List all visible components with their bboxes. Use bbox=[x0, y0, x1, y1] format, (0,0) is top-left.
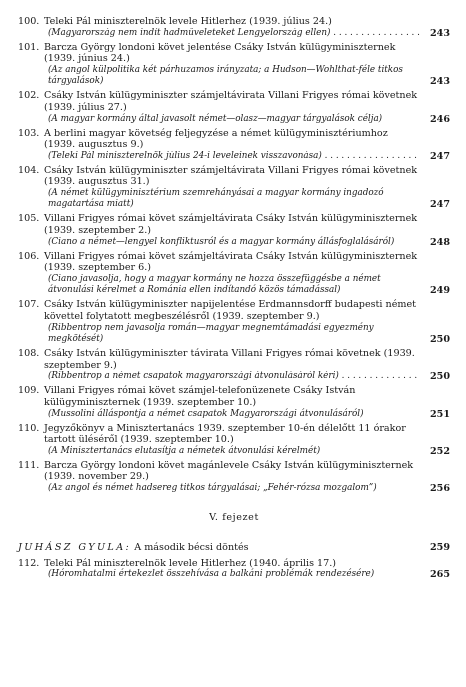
entry-page: 249 bbox=[429, 285, 450, 297]
toc-entry-101 bbox=[18, 42, 450, 88]
entry-number: 109. bbox=[18, 385, 40, 397]
entry-title: Teleki Pál miniszterelnök levele Hitlerhez (1940. április 17.) bbox=[44, 557, 337, 569]
entry-title: Csáky István külügyminiszter számjeltávirata Villani Frigyes római követnek (1939. július 27.) bbox=[44, 90, 418, 113]
entry-annotation: (Ciano a német—lengyel konfliktusról és a magyar kormány állásfoglalásáról) bbox=[48, 236, 395, 247]
entry-title: Csáky István külügyminiszter számjeltávirata Villani Frigyes római követnek (1939. augusztus 31.) bbox=[44, 164, 418, 188]
toc-entry-112 bbox=[18, 558, 450, 581]
entry-title: Villani Frigyes római követ számjeltávirata Csáky István külügyminiszternek (1939. szeptember 2.) bbox=[44, 213, 418, 237]
entry-title: Jegyzőkönyv a Minisztertanács 1939. szeptember 10-én délelőtt 11 órakor tartott üléséről (1939. szeptember 10.) bbox=[44, 422, 406, 446]
entry-title: Teleki Pál miniszterelnök levele Hitlerhez (1939. július 24.) bbox=[44, 16, 332, 27]
table-of-contents bbox=[18, 16, 450, 583]
entry-number: 107. bbox=[18, 299, 40, 311]
toc-entry-106 bbox=[18, 251, 450, 297]
entry-number: 104. bbox=[18, 164, 40, 176]
entry-number: 106. bbox=[18, 250, 40, 262]
entry-number: 100. bbox=[18, 16, 40, 27]
entry-number: 105. bbox=[18, 213, 40, 225]
toc-entry-100 bbox=[18, 16, 450, 39]
entry-title: Csáky István külügyminiszter napijelentése Erdmannsdorff budapesti német követtel folytatott megbeszélésről (1939. szeptember 9.) bbox=[44, 299, 417, 322]
entry-number: 111. bbox=[18, 459, 40, 471]
entry-page: 250 bbox=[429, 334, 450, 346]
toc-entry-111 bbox=[18, 460, 450, 495]
entry-annotation: (Az angol és német hadsereg titkos tárgyalásai; „Fehér-rózsa mozgalom”) bbox=[48, 482, 377, 493]
entry-page: 250 bbox=[429, 371, 450, 383]
entry-title: A berlini magyar követség feljegyzése a német külügyminisztériumhoz (1939. augusztus 9.) bbox=[44, 127, 388, 151]
entry-title: Barcza György londoni követ jelentése Csáky István külügyminiszternek (1939. június 24.) bbox=[44, 41, 396, 65]
toc-entry-108 bbox=[18, 348, 450, 383]
chapter-heading: V. fejezet bbox=[209, 512, 259, 524]
entry-annotation: (Ribbentrop nem javasolja román—magyar megnemtámadási egyezmény megkötését) bbox=[48, 322, 374, 345]
toc-entry-109 bbox=[18, 385, 450, 420]
entry-title: Barcza György londoni követ magánlevele Csáky István külügyminiszternek (1939. november 29.) bbox=[44, 459, 414, 483]
entry-page: 247 bbox=[429, 150, 450, 162]
entry-number: 112. bbox=[18, 557, 40, 569]
entry-page: 248 bbox=[429, 236, 450, 248]
toc-entry-110 bbox=[18, 423, 450, 458]
section-heading bbox=[18, 542, 450, 554]
toc-entry-102 bbox=[18, 90, 450, 125]
entry-title: Villani Frigyes római követ számjeltávirata Csáky István külügyminiszternek (1939. szeptember 6.) bbox=[44, 250, 418, 274]
entry-title: Villani Frigyes római követ számjel-telefonüzenete Csáky István külügyminiszternek (1939. szeptember 10.) bbox=[44, 385, 356, 408]
entry-page: 265 bbox=[429, 569, 450, 581]
toc-entry-103 bbox=[18, 128, 450, 163]
toc-entry-104 bbox=[18, 165, 450, 211]
entry-annotation: (Magyarország nem indít hadműveleteket Lengyelország ellen) . . . bbox=[44, 28, 420, 40]
entry-annotation: (Az angol külpolitika két párhuzamos irányzata; a Hudson—Wohlthat-féle titkos tárgyalások) bbox=[48, 64, 403, 87]
entry-annotation: (A német külügyminisztérium szemrehányásai a magyar kormány ingadozó magatartása miatt) bbox=[48, 187, 384, 210]
section-page: 259 bbox=[429, 542, 450, 554]
entry-number: 102. bbox=[18, 90, 40, 102]
entry-annotation: (Teleki Pál miniszterelnök július 24-i leveleinek visszavonása) . . . bbox=[44, 151, 420, 163]
entry-number: 101. bbox=[18, 41, 40, 53]
section-author: JUHÁSZ GYULA: bbox=[18, 542, 132, 554]
entry-page: 243 bbox=[429, 76, 450, 88]
entry-number: 110. bbox=[18, 422, 40, 434]
section-title: A második bécsi döntés bbox=[134, 542, 249, 554]
entry-annotation: (Hóromhatalmi értekezlet összehívása a balkáni problémák rendezésére) bbox=[48, 569, 375, 580]
entry-annotation: (Ribbentrop a német csapatok magyarországi átvonulásáról kéri) . . . bbox=[44, 371, 420, 383]
entry-page: 246 bbox=[429, 113, 450, 125]
entry-title: Csáky István külügyminiszter távirata Villani Frigyes római követnek (1939. szeptember 9.) bbox=[44, 348, 415, 371]
entry-page: 251 bbox=[429, 408, 450, 420]
entry-number: 108. bbox=[18, 348, 40, 360]
entry-annotation: (Mussolini álláspontja a német csapatok Magyarországi átvonulásáról) bbox=[48, 408, 364, 419]
entry-page: 256 bbox=[429, 482, 450, 494]
entry-annotation: (A Minisztertanács elutasítja a németek átvonulási kérelmét) bbox=[48, 445, 321, 456]
entry-annotation: (Ciano javasolja, hogy a magyar kormány ne hozza összefüggésbe a német átvonulási kérelmet a Románia ellen indítandó közös támadással) bbox=[48, 273, 381, 296]
entry-number: 103. bbox=[18, 127, 40, 139]
toc-entry-105 bbox=[18, 213, 450, 248]
toc-entry-107 bbox=[18, 299, 450, 345]
entry-annotation: (A magyar kormány által javasolt német—olasz—magyar tárgyalások célja) bbox=[48, 113, 383, 124]
entry-page: 252 bbox=[429, 445, 450, 457]
entry-page: 243 bbox=[429, 27, 450, 39]
entry-page: 247 bbox=[429, 199, 450, 211]
